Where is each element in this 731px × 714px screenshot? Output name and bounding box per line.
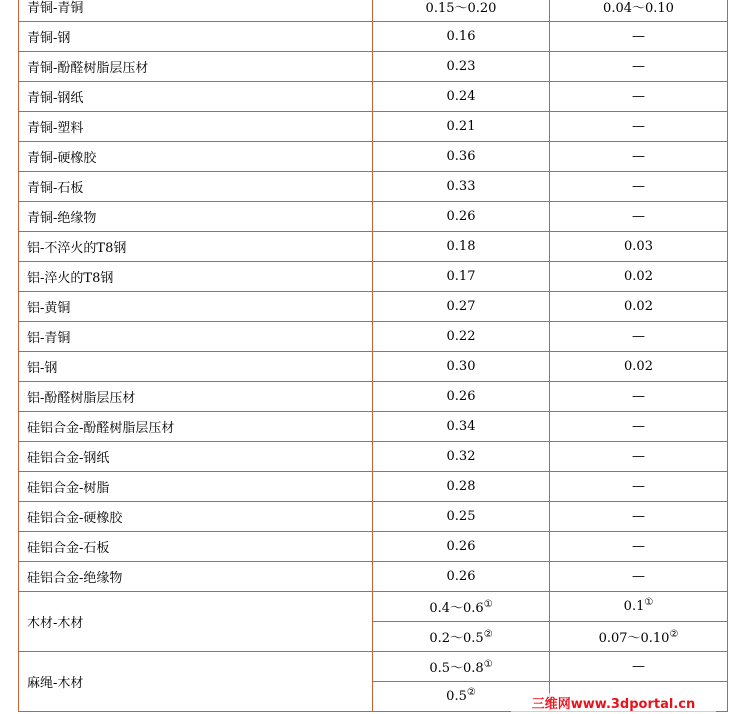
table-row <box>19 142 728 172</box>
material-pair-cell: 铝-青铜 <box>19 322 373 352</box>
value-cell: 0.34 <box>373 412 550 442</box>
value-cell: — <box>550 532 728 562</box>
value-cell: 0.21 <box>373 112 550 142</box>
table-row <box>19 352 728 382</box>
table-row <box>19 472 728 502</box>
value-cell: 0.04～0.10 <box>550 0 728 22</box>
table-row <box>19 532 728 562</box>
value-text: 0.2～0.5 <box>429 631 484 646</box>
table-row <box>19 412 728 442</box>
material-pair-cell: 铝-不淬火的T8钢 <box>19 232 373 262</box>
friction-coefficient-table <box>18 0 728 712</box>
value-cell: — <box>550 382 728 412</box>
table-row <box>19 202 728 232</box>
value-cell: — <box>550 322 728 352</box>
value-cell: 0.24 <box>373 82 550 112</box>
value-cell: 0.36 <box>373 142 550 172</box>
value-cell: — <box>550 172 728 202</box>
table-row <box>19 232 728 262</box>
material-pair-cell: 青铜-钢 <box>19 22 373 52</box>
value-text: 0.5 <box>446 689 467 704</box>
value-cell: 0.26 <box>373 562 550 592</box>
material-pair-cell: 硅铝合金-钢纸 <box>19 442 373 472</box>
value-text: 0.1 <box>623 599 645 614</box>
value-cell: 0.32 <box>373 442 550 472</box>
value-cell: 0.22 <box>373 322 550 352</box>
table-row <box>19 292 728 322</box>
table-row <box>19 442 728 472</box>
value-cell: 0.33 <box>373 172 550 202</box>
material-pair-cell: 青铜-塑料 <box>19 112 373 142</box>
value-cell: — <box>550 22 728 52</box>
value-cell: — <box>550 82 728 112</box>
value-cell: — <box>550 112 728 142</box>
table-row <box>19 0 728 22</box>
value-cell: 0.27 <box>373 292 550 322</box>
value-cell: — <box>550 502 728 532</box>
value-cell: 0.26 <box>373 202 550 232</box>
value-cell: 0.17 <box>373 262 550 292</box>
material-pair-cell: 青铜-青铜 <box>19 0 373 22</box>
value-cell: 0.25 <box>373 502 550 532</box>
value-cell <box>373 652 550 682</box>
material-pair-cell: 铝-黄铜 <box>19 292 373 322</box>
footnote-marker: ② <box>483 629 493 640</box>
material-pair-cell: 硅铝合金-酚醛树脂层压材 <box>19 412 373 442</box>
table-row-hemp <box>19 652 728 682</box>
material-pair-cell: 硅铝合金-石板 <box>19 532 373 562</box>
material-pair-cell: 青铜-钢纸 <box>19 82 373 112</box>
value-cell: 0.03 <box>550 232 728 262</box>
value-cell: 0.02 <box>550 262 728 292</box>
value-cell: 0.18 <box>373 232 550 262</box>
site-watermark: 三维网www.3dportal.cn <box>511 693 716 712</box>
value-cell: 0.02 <box>550 352 728 382</box>
value-cell: 0.26 <box>373 382 550 412</box>
table-row <box>19 82 728 112</box>
material-pair-cell: 铝-酚醛树脂层压材 <box>19 382 373 412</box>
table-row <box>19 382 728 412</box>
footnote-marker: ① <box>644 597 654 608</box>
material-pair-cell: 硅铝合金-硬橡胶 <box>19 502 373 532</box>
footnote-marker: ① <box>483 659 493 670</box>
value-cell: — <box>550 142 728 172</box>
footnote-marker: ① <box>483 599 493 610</box>
table-row <box>19 52 728 82</box>
value-cell: — <box>550 652 728 682</box>
value-cell <box>373 592 550 622</box>
table-row <box>19 262 728 292</box>
value-cell: 0.16 <box>373 22 550 52</box>
material-pair-cell: 青铜-硬橡胶 <box>19 142 373 172</box>
value-cell <box>373 622 550 652</box>
table-row <box>19 112 728 142</box>
material-pair-cell: 硅铝合金-树脂 <box>19 472 373 502</box>
value-cell: — <box>550 202 728 232</box>
value-cell: 0.30 <box>373 352 550 382</box>
value-text: 0.4～0.6 <box>429 601 484 616</box>
material-pair-cell: 青铜-绝缘物 <box>19 202 373 232</box>
table-row <box>19 322 728 352</box>
material-pair-cell: 铝-淬火的T8钢 <box>19 262 373 292</box>
value-cell: 0.23 <box>373 52 550 82</box>
footnote-marker: ② <box>669 629 679 640</box>
value-cell: — <box>550 442 728 472</box>
table-row <box>19 562 728 592</box>
value-cell <box>550 622 728 652</box>
value-cell: — <box>550 562 728 592</box>
table-body <box>19 0 728 712</box>
footnote-marker: ② <box>466 687 476 698</box>
material-pair-cell: 麻绳-木材 <box>19 652 373 712</box>
material-pair-cell: 木材-木材 <box>19 592 373 652</box>
value-cell <box>550 592 728 622</box>
table-row <box>19 172 728 202</box>
value-cell: — <box>550 472 728 502</box>
value-cell: — <box>550 412 728 442</box>
material-pair-cell: 铝-钢 <box>19 352 373 382</box>
value-cell: 0.15～0.20 <box>373 0 550 22</box>
value-cell: 0.28 <box>373 472 550 502</box>
material-pair-cell: 青铜-酚醛树脂层压材 <box>19 52 373 82</box>
material-pair-cell: 青铜-石板 <box>19 172 373 202</box>
value-text: 0.5～0.8 <box>429 661 484 676</box>
value-cell: 0.26 <box>373 532 550 562</box>
material-pair-cell: 硅铝合金-绝缘物 <box>19 562 373 592</box>
table-row <box>19 502 728 532</box>
table-row <box>19 22 728 52</box>
value-text: 0.07～0.10 <box>598 631 670 646</box>
value-cell: 0.02 <box>550 292 728 322</box>
table-row-wood <box>19 592 728 622</box>
value-cell: — <box>550 52 728 82</box>
